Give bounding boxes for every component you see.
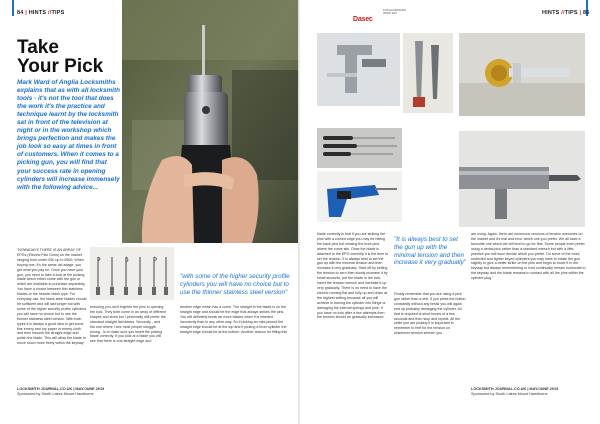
cylinder-key-photo <box>459 33 585 116</box>
article-standfirst: Mark Ward of Anglia Locksmiths explains that as with all locksmith tools - it's not the tool that does the work it's the practice and technique learnt by the locksmith sat in front of the television at night or in the workshop which brings perfection and makes the job look so easy at times in front of customers. When it comes to a picking gun, you will find that your success rate in opening cylinders will increase immensely with the following advice... <box>17 79 120 191</box>
page-footer: LOCKSMITH JOURNAL.CO.UK | MAY/JUNE 2019 Sponsored by South Lakes Mount Hawthorne <box>17 387 105 396</box>
picking-blades-photo <box>90 247 174 300</box>
body-column-1: "NOWADAYS THERE IS AN ARRAY OF EPGs (Electric Pick Guns) on the market ranging from under £50 up to £500. When buying one, it's the same old adage, you get what you pay for. Once you have your gun, you need to take a look at the picking blade which either come with the gun or which are available to purchase separately. You have a choice between thin stainless blades or the heavier black type. For everyday use, the black steel blades should be sufficient and will last longer but with some of the higher security profile cylinders you will have no choice but to use the thinner stainless steel version. With both types it is always a good idea to get some fine emery and dry paper or emery cloth and then smooth the straight edge and polish the blade. This will allow the blade to move much more freely within the keyway <box>17 248 87 346</box>
accent-bar <box>12 0 14 16</box>
pull-quote: "with some of the higher security profile cylinders you will have no choice but to use the thinner stainless steel version" <box>180 273 290 296</box>
body-column-3: are using. Again, there are numerous versions of tension wrenches on the market and it's trial and error which one you prefer. We all have a favourite one which we will tend to go for first. Some people even prefer using a dental pick rather than a standard wrench but with a little practice you will soon decide which you prefer. On some of the more restricted and tighter keyed cylinders you may have to rotate the gun slightly to give a better strike on the pins and begin to move it in the keyway but always remembering to hold continually remain horizontal to the keyway and the blade remains in contact with all the pins within the cylinder plug." <box>471 232 586 281</box>
electric-pick-gun-photo <box>317 171 402 222</box>
body-column-2: Finally remember that you are using a pick gun rather than a drill. If you press the button constantly without any break you will again end up probably damaging the cylinder. All that is required is short bursts of a few seconds and then stop and repeat. All the while you are picking it is important to remember to feel for the tension on whichever tension wrench you <box>394 292 466 336</box>
body-column-3: another edge which has a curve. The straight in the blade is on the straight edge and should be the edge that always strikes the pins. You will definitely break far more blades when it is inserted incorrectly than in any other way. So if picking an mini-pinned the straight edge should be at the top and if picking a lever cylinder the straight edge should be at the bottom. Another reason for fitting this <box>180 305 288 334</box>
page-folio: 84 | HINTS //TIPS <box>17 10 65 16</box>
pick-gun-photo <box>122 0 298 243</box>
pick-set-photo <box>317 128 402 168</box>
sponsor-logo: Dasec PUSH FORWARD OPEN KEY <box>353 8 406 23</box>
pick-tools-photo <box>403 33 453 113</box>
pull-quote: "It is always best to set the gun up with the minimal tension and then increase it very gradually" <box>394 236 466 267</box>
article-title: Take Your Pick <box>17 37 104 77</box>
body-column-1: blade correctly is that if you are striking the pins with a curved edge you may be hitting the back pins but missing the front pins where the curve sits. Once the blade is attached to the EPG correctly it is the time to set the tension. It is always best to set the gun up with the minimal tension and then increase it very gradually. Start off by setting the tension to zero then slowly increase it by small amounts, put the blade in the lock, insert the tension wrench and increase it up very gradually. There is no need to have the electric running flat and fully up and down at the highest setting because all you will achieve is turning the cylinder into filings or damaging the internal springs and pins. If you have no luck after a few attempts then the tension should be gradually increased. <box>317 232 389 320</box>
right-page <box>300 0 600 424</box>
blade-closeup-photo <box>459 131 585 227</box>
body-column-2: ensuring you don't frighten the pins in opening the lock. They both come in an array of different shapes and sizes but I personally still prefer the standard straight flat blades. Secondly - and the one where I see most people struggle wrong - is to make sure you insert the picking blade correctly. If you look at a blade you will see that there is one straight edge and <box>90 305 166 344</box>
tension-tool-photo <box>317 33 400 106</box>
page-footer: LOCKSMITH JOURNAL.CO.UK | MAY/JUNE 2019 Sponsored by South Lakes Mount Hawthorne <box>471 387 559 396</box>
page-folio: HINTS //TIPS | 85 <box>542 10 590 16</box>
